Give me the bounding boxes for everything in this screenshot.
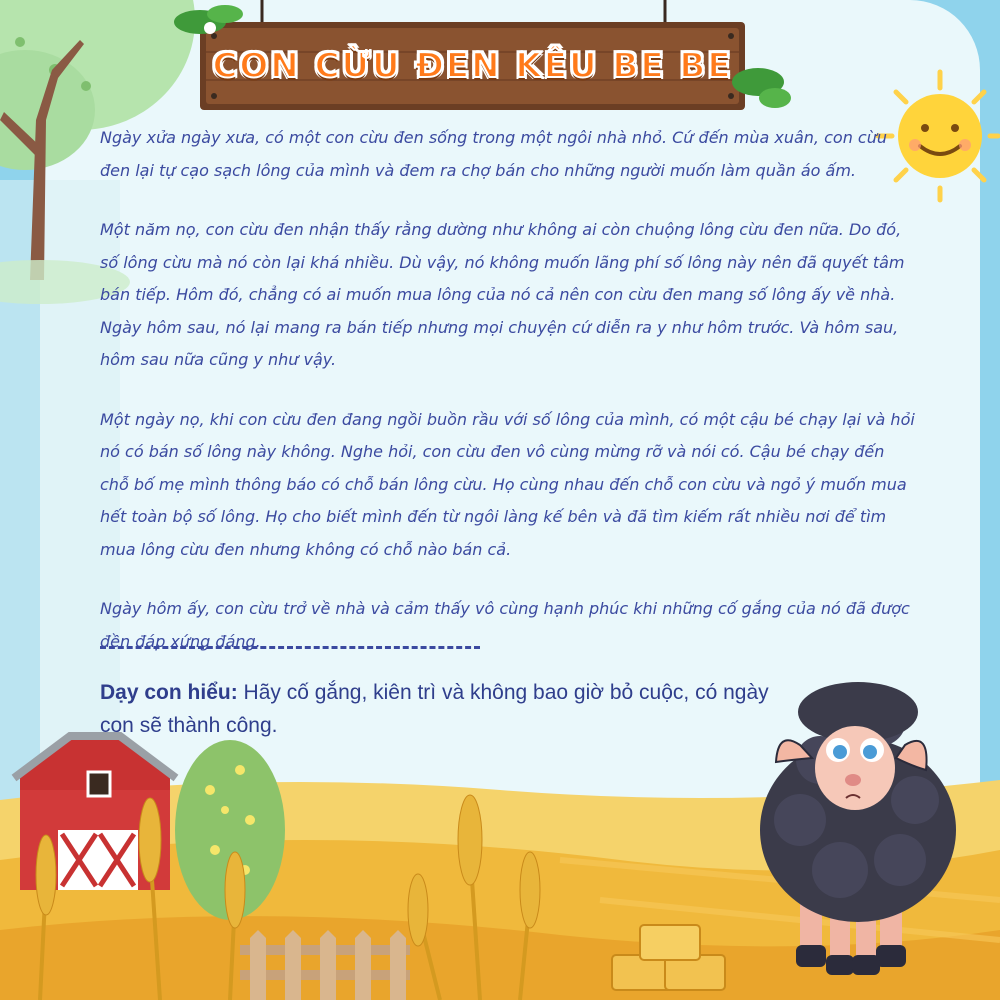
lesson-box <box>100 676 800 742</box>
lesson-text: Hãy cố gắng, kiên trì và không bao giờ bỏ cuộc, có ngày con sẽ thành công. <box>100 681 769 737</box>
story-paragraph: Một ngày nọ, khi con cừu đen đang ngồi buồn rầu với số lông của mình, có một cậu bé chạy lại và hỏi nó có bán số lông này không. Nghe hỏi, con cừu đen vô cùng mừng rỡ và nói có. Cậu bé chạy đến chỗ bố mẹ mình thông báo có chỗ bán lông cừu. Họ cùng nhau đến chỗ con cừu và ngỏ ý muốn mua hết toàn bộ số lông. Họ cho biết mình đến từ ngôi làng kế bên và đã tìm kiếm rất nhiều nơi để tìm mua lông cừu đen nhưng không có chỗ nào bán cả. <box>100 409 915 559</box>
story-paragraph: Một năm nọ, con cừu đen nhận thấy rằng dường như không ai còn chuộng lông cừu đen nữa. Do đó, số lông cừu mà nó còn lại khá nhiều. Dù vậy, nó không muốn lãng phí số lông này nên đã quyết tâm bán tiếp. Hôm đó, chẳng có ai muốn mua lông của nó cả nên con cừu đen mang số lông ấy về nhà. Ngày hôm sau, nó lại mang ra bán tiếp nhưng mọi chuyện cứ diễn ra y như hôm trước. Và hôm sau, hôm sau nữa cũng y như vậy. <box>100 220 905 369</box>
page-title: CON CỪU ĐEN KÊU BE BE <box>212 46 733 86</box>
story-paragraph: Ngày xửa ngày xưa, có một con cừu đen sống trong một ngôi nhà nhỏ. Cứ đến mùa xuân, con cừu đen lại tự cạo sạch lông của mình và đem ra chợ bán cho những người muốn làm quần áo ấm. <box>100 128 887 180</box>
story-paragraph: Ngày hôm ấy, con cừu trở về nhà và cảm thấy vô cùng hạnh phúc khi những cố gắng của nó đã được đền đáp xứng đáng. <box>100 599 910 651</box>
dashed-divider <box>100 646 480 649</box>
story-body <box>100 122 915 685</box>
lesson-label: Dạy con hiểu: <box>100 681 238 704</box>
